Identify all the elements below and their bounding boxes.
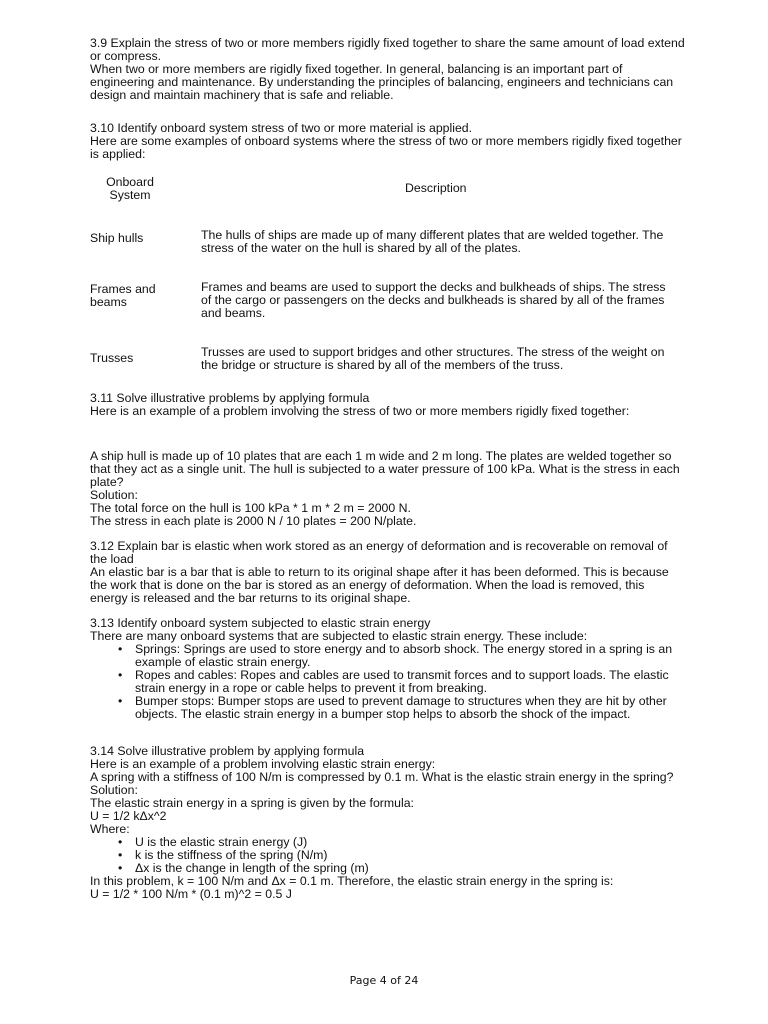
table-header-system: Onboard System [106, 175, 154, 202]
section-3-12-heading: 3.12 Explain bar is elastic when work stored as an energy of deformation and is recoverable on removal of the load [90, 539, 668, 566]
result-formula: U = 1/2 * 100 N/m * (0.1 m)^2 = 0.5 J [90, 887, 292, 901]
section-3-9 [90, 37, 685, 102]
table-cell-system: Ship hulls [90, 231, 144, 245]
section-3-13-heading: 3.13 Identify onboard system subjected to elastic strain energy [90, 616, 431, 630]
table-cell-description: Frames and beams are used to support the decks and bulkheads of ships. The stress of the cargo or passengers on the decks and bulkheads is shared by all of the frames and beams. [201, 280, 666, 320]
list-item: • Ropes and cables: Ropes and cables are used to transmit forces and to support loads. The elastic strain energy in a rope or cable helps to prevent it from breaking. [90, 669, 685, 695]
table-cell-description: Trusses are used to support bridges and other structures. The stress of the weight on the bridge or structure is shared by all of the members of the truss. [201, 345, 665, 372]
section-3-11-problem-block [90, 450, 685, 528]
section-3-11 [90, 392, 685, 418]
section-3-14-intro: Here is an example of a problem involving elastic strain energy: [90, 757, 436, 771]
variable-list [90, 836, 685, 875]
table-cell-description: The hulls of ships are made up of many different plates that are welded together. The stress of the water on the hull is shared by all of the plates. [201, 228, 664, 255]
solution-line: The stress in each plate is 2000 N / 10 plates = 200 N/plate. [90, 514, 417, 528]
section-3-13 [90, 617, 685, 721]
formula-intro: The elastic strain energy in a spring is given by the formula: [90, 796, 414, 810]
section-3-12 [90, 540, 685, 605]
system-list [90, 643, 685, 721]
solution-label: Solution: [90, 488, 138, 502]
list-item: • Bumper stops: Bumper stops are used to prevent damage to structures when they are hit by other objects. The elastic strain energy in a bumper stop helps to absorb the shock of the impact. [90, 695, 685, 721]
problem-text: A ship hull is made up of 10 plates that are each 1 m wide and 2 m long. The plates are welded together so that they act as a single unit. The hull is subjected to a water pressure of 100 kPa. What is the stress in each plate? [90, 449, 680, 489]
table-header-description: Description [405, 181, 467, 195]
table-cell-system: Frames and beams [90, 282, 156, 309]
section-3-10 [90, 122, 685, 161]
formula: U = 1/2 kΔx^2 [90, 809, 167, 823]
section-3-11-intro: Here is an example of a problem involving the stress of two or more members rigidly fixed together: [90, 404, 630, 418]
solution-line: The total force on the hull is 100 kPa * 1 m * 2 m = 2000 N. [90, 501, 411, 515]
table-cell-system: Trusses [90, 351, 134, 365]
section-3-9-body: When two or more members are rigidly fixed together. In general, balancing is an important part of engineering and maintenance. By understanding the principles of balancing, engineers and technicians can design and maintain machinery that is safe and reliable. [90, 62, 674, 102]
section-3-14 [90, 745, 685, 901]
solution-label: Solution: [90, 783, 138, 797]
problem-text: A spring with a stiffness of 100 N/m is compressed by 0.1 m. What is the elastic strain energy in the spring? [90, 770, 674, 784]
section-3-10-intro: Here are some examples of onboard systems where the stress of two or more members rigidly fixed together is applied: [90, 134, 682, 161]
list-item: • U is the elastic strain energy (J) [90, 836, 685, 849]
where-label: Where: [90, 822, 130, 836]
section-3-9-heading: 3.9 Explain the stress of two or more members rigidly fixed together to share the same amount of load extend or compress. [90, 36, 685, 63]
section-3-12-body: An elastic bar is a bar that is able to return to its original shape after it has been deformed. This is because the work that is done on the bar is stored as an energy of deformation. When the load is removed, this energy is released and the bar returns to its original shape. [90, 565, 669, 605]
list-item: • Springs: Springs are used to store energy and to absorb shock. The energy stored in a spring is an example of elastic strain energy. [90, 643, 685, 669]
section-3-14-heading: 3.14 Solve illustrative problem by applying formula [90, 744, 365, 758]
list-item: • Δx is the change in length of the spring (m) [90, 862, 685, 875]
conclusion-text: In this problem, k = 100 N/m and Δx = 0.1 m. Therefore, the elastic strain energy in the spring is: [90, 874, 614, 888]
list-item: • k is the stiffness of the spring (N/m) [90, 849, 685, 862]
page-number: Page 4 of 24 [349, 974, 419, 987]
section-3-11-heading: 3.11 Solve illustrative problems by applying formula [90, 391, 370, 405]
section-3-10-heading: 3.10 Identify onboard system stress of two or more material is applied. [90, 121, 473, 135]
section-3-13-intro: There are many onboard systems that are subjected to elastic strain energy. These include: [90, 629, 588, 643]
